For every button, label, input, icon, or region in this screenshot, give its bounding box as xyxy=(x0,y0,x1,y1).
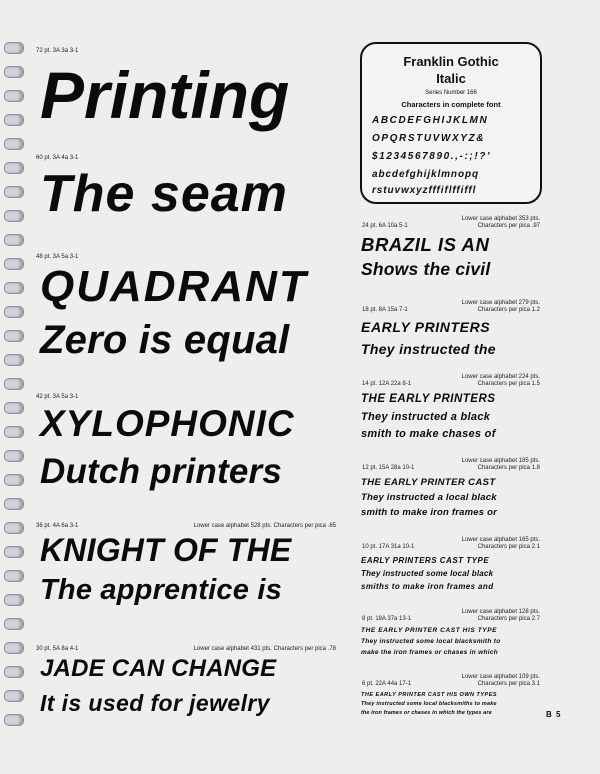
size-12-sample-line2: They instructed a local black xyxy=(361,492,497,503)
size-24-info-pica: Characters per pica .97 xyxy=(477,223,540,229)
size-12-sample-line3: smith to make iron frames or xyxy=(361,507,497,518)
character-row: rstuvwxyzfffiflffiffl xyxy=(372,185,477,196)
size-72-sample: Printing xyxy=(40,58,290,132)
binding-ring xyxy=(4,402,24,414)
size-8-meta: 8 pt. 18A 37a 13-1 xyxy=(362,616,412,622)
size-24-meta: 24 pt. 6A 10a 5-1 xyxy=(362,223,408,229)
character-row: ABCDEFGHIJKLMN xyxy=(372,115,489,126)
page-number: B 5 xyxy=(546,710,562,719)
size-60-meta: 60 pt. 3A 4a 3-1 xyxy=(36,155,79,161)
size-8-info-pica: Characters per pica 2.7 xyxy=(477,616,540,622)
size-6-sample-line2: They instructed some local blacksmiths to make xyxy=(361,701,497,707)
size-8-sample-line3: make the iron frames or chases in which xyxy=(361,649,499,656)
size-42-meta: 42 pt. 3A 5a 3-1 xyxy=(36,394,79,400)
character-row: abcdefghijklmnopq xyxy=(372,169,479,180)
characters-heading: Characters in complete font xyxy=(401,100,501,109)
size-12-info-pica: Characters per pica 1.8 xyxy=(477,465,540,471)
series-number: Series Number 166 xyxy=(425,90,477,96)
size-48-sample-line1: QUADRANT xyxy=(40,262,308,311)
size-24-info-alphabet: Lower case alphabet 353 pts. xyxy=(461,216,540,222)
size-14-info-alphabet: Lower case alphabet 224 pts. xyxy=(461,374,540,380)
size-48-sample-line2: Zero is equal xyxy=(40,318,290,362)
size-10-meta: 10 pt. 17A 31a 10-1 xyxy=(362,544,415,550)
size-48-meta: 48 pt. 3A 5a 3-1 xyxy=(36,254,79,260)
binding-ring xyxy=(4,618,24,630)
size-6-sample-line3: the iron frames or chases in which the types are xyxy=(361,710,492,716)
binding-ring xyxy=(4,114,24,126)
binding-ring xyxy=(4,546,24,558)
size-36-info: Lower case alphabet 528 pts. Characters per pica .65 xyxy=(193,523,336,529)
binding-ring xyxy=(4,474,24,486)
size-6-sample-line1: THE EARLY PRINTER CAST HIS OWN TYPES xyxy=(361,692,498,698)
binding-ring xyxy=(4,90,24,102)
binding-ring xyxy=(4,234,24,246)
size-8-sample-line1: THE EARLY PRINTER CAST HIS TYPE xyxy=(361,627,498,634)
size-12-meta: 12 pt. 15A 28a 10-1 xyxy=(362,465,415,471)
binding-ring xyxy=(4,66,24,78)
binding-ring xyxy=(4,306,24,318)
size-72-meta: 72 pt. 3A 3a 3-1 xyxy=(36,48,79,54)
font-style: Italic xyxy=(436,71,466,86)
size-42-sample-line1: XYLOPHONIC xyxy=(40,403,295,444)
size-60-sample: The seam xyxy=(40,165,288,223)
size-6-meta: 6 pt. 22A 44a 17-1 xyxy=(362,681,412,687)
binding-ring xyxy=(4,330,24,342)
binding-ring xyxy=(4,498,24,510)
size-24-sample-line2: Shows the civil xyxy=(361,259,491,279)
size-36-sample-line1: KNIGHT OF THE xyxy=(40,532,292,568)
binding-ring xyxy=(4,642,24,654)
size-12-sample-line1: THE EARLY PRINTER CAST xyxy=(361,477,496,488)
size-14-sample-line1: THE EARLY PRINTERS xyxy=(361,393,496,405)
binding-ring xyxy=(4,186,24,198)
binding-ring xyxy=(4,162,24,174)
size-30-sample-line1: JADE CAN CHANGE xyxy=(40,655,277,682)
size-24-sample-line1: BRAZIL IS AN xyxy=(361,234,490,255)
size-18-sample-line1: EARLY PRINTERS xyxy=(361,319,491,335)
size-30-sample-line2: It is used for jewelry xyxy=(40,690,270,716)
binding-ring xyxy=(4,450,24,462)
spiral-binding xyxy=(0,0,28,774)
size-8-info-alphabet: Lower case alphabet 128 pts. xyxy=(461,609,540,615)
binding-ring xyxy=(4,282,24,294)
character-row: $1234567890.,-:;!?' xyxy=(372,151,491,162)
size-14-meta: 14 pt. 12A 22a 8-1 xyxy=(362,381,412,387)
size-10-sample-line3: smiths to make iron frames and xyxy=(361,582,494,591)
size-18-sample-line2: They instructed the xyxy=(361,341,496,357)
binding-ring xyxy=(4,666,24,678)
size-10-info-pica: Characters per pica 2.1 xyxy=(477,544,540,550)
binding-ring xyxy=(4,210,24,222)
size-18-info-alphabet: Lower case alphabet 279 pts. xyxy=(461,300,540,306)
size-12-info-alphabet: Lower case alphabet 185 pts. xyxy=(461,458,540,464)
binding-ring xyxy=(4,690,24,702)
size-30-meta: 30 pt. 5A 8a 4-1 xyxy=(36,646,79,652)
character-row: OPQRSTUVWXYZ& xyxy=(372,133,486,144)
binding-ring xyxy=(4,714,24,726)
size-36-meta: 36 pt. 4A 6a 3-1 xyxy=(36,523,79,529)
size-10-sample-line2: They instructed some local black xyxy=(361,569,494,578)
size-10-sample-line1: EARLY PRINTERS CAST TYPE xyxy=(361,556,490,565)
size-42-sample-line2: Dutch printers xyxy=(40,452,282,491)
size-14-sample-line3: smith to make chases of xyxy=(361,428,496,440)
size-6-info-pica: Characters per pica 3.1 xyxy=(477,681,540,687)
binding-ring xyxy=(4,522,24,534)
binding-ring xyxy=(4,378,24,390)
size-30-info: Lower case alphabet 431 pts. Characters per pica .78 xyxy=(193,646,336,652)
size-14-info-pica: Characters per pica 1.5 xyxy=(477,381,540,387)
size-8-sample-line2: They instructed some local blacksmith to xyxy=(361,638,501,645)
size-18-info-pica: Characters per pica 1.2 xyxy=(477,307,540,313)
size-6-info-alphabet: Lower case alphabet 109 pts. xyxy=(461,674,540,680)
font-name: Franklin Gothic xyxy=(403,54,499,69)
binding-ring xyxy=(4,258,24,270)
binding-ring xyxy=(4,138,24,150)
size-18-meta: 18 pt. 8A 15a 7-1 xyxy=(362,307,408,313)
size-10-info-alphabet: Lower case alphabet 165 pts. xyxy=(461,537,540,543)
size-36-sample-line2: The apprentice is xyxy=(40,574,282,606)
binding-ring xyxy=(4,570,24,582)
binding-ring xyxy=(4,594,24,606)
binding-ring xyxy=(4,354,24,366)
size-14-sample-line2: They instructed a black xyxy=(361,411,491,423)
binding-ring xyxy=(4,426,24,438)
binding-ring xyxy=(4,42,24,54)
font-info-box xyxy=(360,42,542,204)
